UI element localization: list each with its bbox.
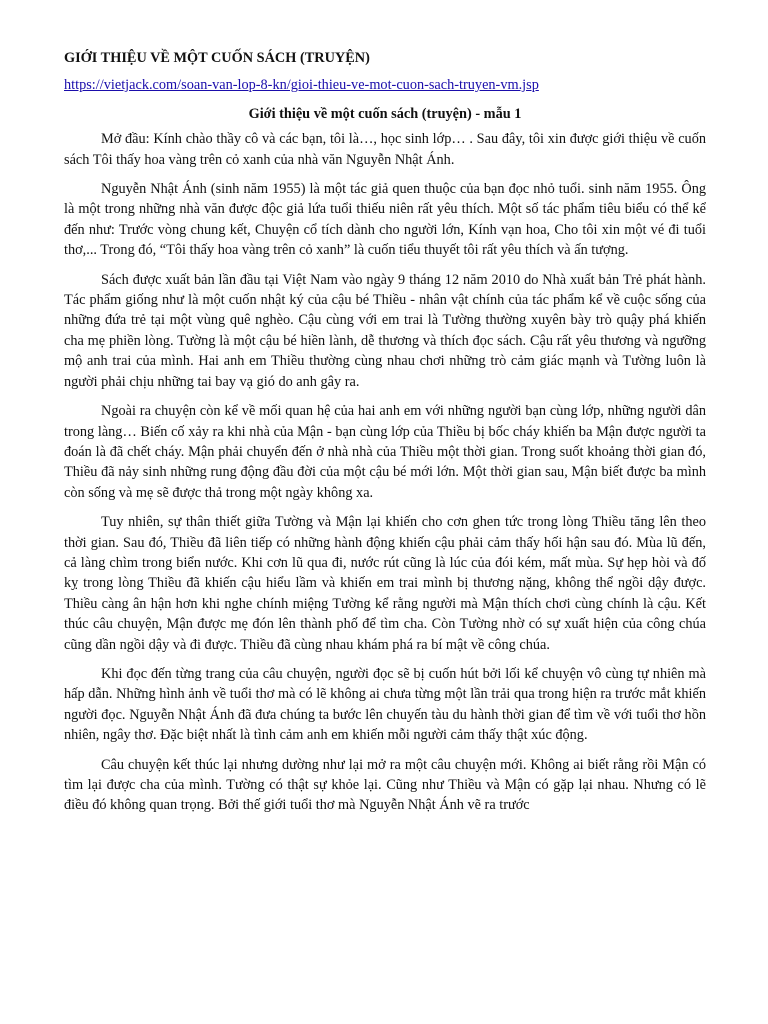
paragraph-author: Nguyễn Nhật Ánh (sinh năm 1955) là một tác giả quen thuộc của bạn đọc nhỏ tuổi. sinh năm 1955. Ông là một trong những nhà văn được độc giả lứa tuổi thiếu niên rất yêu thích. Một số tác phẩm tiêu biểu có thể kể đến như: Trước vòng chung kết, Chuyện cổ tích dành cho người lớn, Kính vạn hoa, Cho tôi xin một vé đi tuổi thơ,... Trong đó, “Tôi thấy hoa vàng trên cỏ xanh” là cuốn tiểu thuyết tôi rất yêu thích và ấn tượng. <box>64 181 706 259</box>
source-link[interactable]: https://vietjack.com/soan-van-lop-8-kn/gioi-thieu-ve-mot-cuon-sach-truyen-vm.jsp <box>64 77 539 94</box>
paragraph-ending: Câu chuyện kết thúc lại nhưng dường như lại mở ra một câu chuyện mới. Không ai biết rằng rồi Mận có tìm lại được cha của mình. Tường có thật sự khỏe lại. Cũng như Thiều và Mận có gặp lại nhau. Nhưng có lẽ điều đó không quan trọng. Bởi thế giới tuổi thơ mà Nguyễn Nhật Ánh vẽ ra trước <box>64 756 706 814</box>
paragraph-impression: Khi đọc đến từng trang của câu chuyện, người đọc sẽ bị cuốn hút bởi lối kể chuyện vô cùng tự nhiên mà hấp dẫn. Những hình ảnh về tuổi thơ mà có lẽ không ai chưa từng một lần trải qua trong hiện ra trước mắt khiến người đọc. Nguyễn Nhật Ánh đã đưa chúng ta bước lên chuyến tàu du hành thời gian để tìm về với tuổi thơ hồn nhiên, ngây thơ. Đặc biệt nhất là tình cảm anh em khiến mỗi người cảm thấy thật xúc động. <box>64 665 706 744</box>
paragraph-publication: Sách được xuất bản lần đầu tại Việt Nam vào ngày 9 tháng 12 năm 2010 do Nhà xuất bản Trẻ phát hành. Tác phẩm giống như là một cuốn nhật ký của cậu bé Thiều - nhân vật chính của tác phẩm kể về cuộc sống của những đứa trẻ tại một vùng quê nghèo. Cậu cùng với em trai là Tường thường xuyên bày trò quậy phá khiến cha mẹ phiền lòng. Tường là một cậu bé hiền lành, dễ thương và thích đọc sách. Cậu rất yêu thương và ngưỡng mộ anh trai của mình. Hai anh em Thiều thường cùng nhau chơi những trò cảm giác mạnh và Tường luôn là người phải chịu những tai bay vạ gió do anh gây ra. <box>64 271 706 390</box>
paragraph-intro: Mở đầu: Kính chào thầy cô và các bạn, tôi là…, học sinh lớp… . Sau đây, tôi xin được giới thiệu về cuốn sách Tôi thấy hoa vàng trên cỏ xanh của nhà văn Nguyễn Nhật Ánh. <box>64 131 706 168</box>
section-subtitle: Giới thiệu về một cuốn sách (truyện) - mẫu 1 <box>248 105 522 122</box>
document-title: GIỚI THIỆU VỀ MỘT CUỐN SÁCH (TRUYỆN) <box>64 50 370 66</box>
paragraph-plot: Ngoài ra chuyện còn kể về mối quan hệ của hai anh em với những người bạn cùng lớp, những người dân trong làng… Biến cố xảy ra khi nhà của Mận - bạn cùng lớp của Thiều bị bốc cháy khiến ba Mận được người ta đoán là đã chết cháy. Mận phải chuyển đến ở nhà nhà của Thiều một thời gian. Trong suốt khoảng thời gian đó, Thiều đã nảy sinh những rung động đầu đời của một cậu bé mới lớn. Một thời gian sau, Mận biết được ba mình còn sống và mẹ sẽ được thả trong một ngày không xa. <box>64 403 706 501</box>
paragraph-conflict: Tuy nhiên, sự thân thiết giữa Tường và Mận lại khiến cho cơn ghen tức trong lòng Thiều tăng lên theo thời gian. Sau đó, Thiều đã liên tiếp có những hành động khiến cậu phải cảm thấy hối hận sau đó. Mùa lũ đến, cả làng chìm trong biển nước. Khi cơn lũ qua đi, nước rút cũng là lúc của đói kém, mất mùa. Sự hẹp hòi và đố kỵ trong lòng Thiều đã khiến cậu hiểu lầm và khiến em trai mình bị thương nặng, không thể ngồi dậy được. Thiều càng ân hận hơn khi nghe chính miệng Tường kể rằng người mà Mận thích chơi cùng chính là cậu. Kết thúc câu chuyện, Mận được mẹ đón lên thành phố để tìm cha. Còn Tường nhờ có sự xuất hiện của công chúa cũng dần ngồi dậy và đi được. Thiều đã cùng nhau khám phá ra bí mật về công chúa. <box>64 514 706 653</box>
